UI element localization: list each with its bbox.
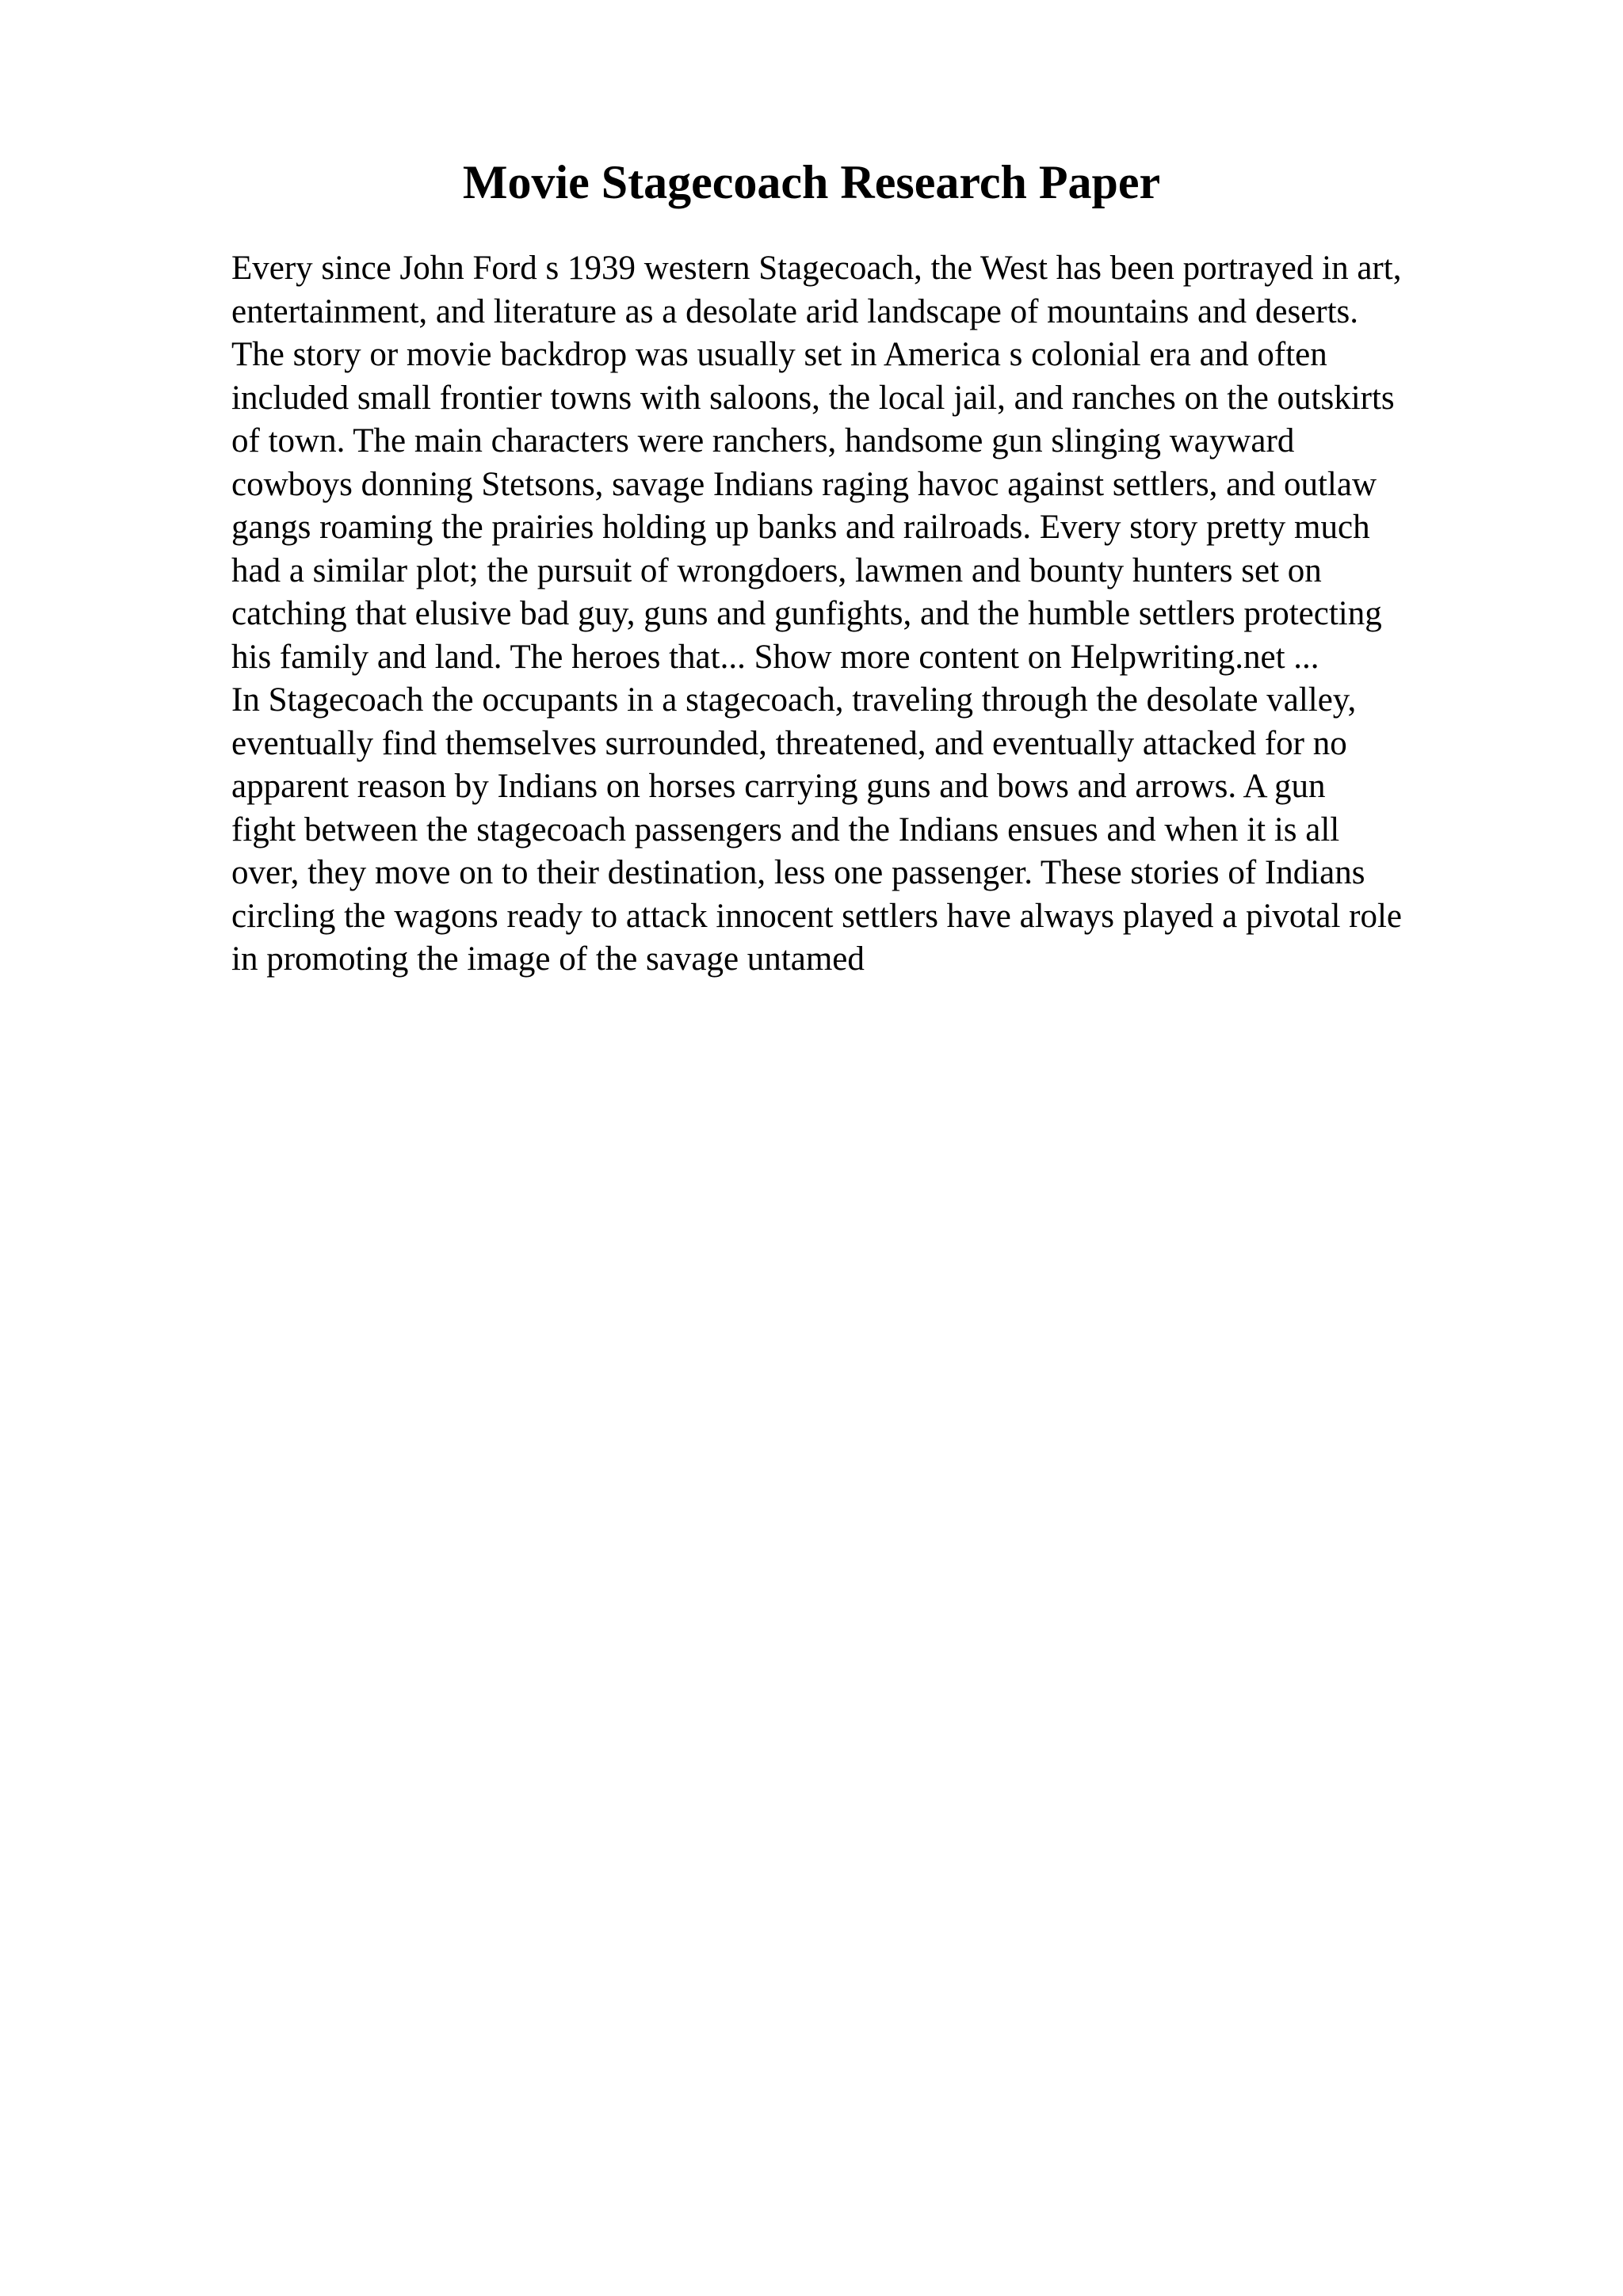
text-line: catching that elusive bad guy, guns and gunfights, and the humble settlers protecting (231, 595, 1382, 632)
text-line: in promoting the image of the savage untamed (231, 940, 865, 978)
text-line: cowboys donning Stetsons, savage Indians raging havoc against settlers, and outlaw (231, 465, 1377, 503)
text-line: In Stagecoach the occupants in a stagecoach, traveling through the desolate valley, (231, 681, 1357, 719)
text-line: fight between the stagecoach passengers and the Indians ensues and when it is all (231, 810, 1340, 849)
text-line: circling the wagons ready to attack innocent settlers have always played a pivotal role (231, 897, 1402, 935)
text-line: Every since John Ford s 1939 western Stagecoach, the West has been portrayed in art, (231, 250, 1402, 287)
text-line: over, they move on to their destination, less one passenger. These stories of Indians (231, 854, 1365, 891)
text-line: eventually find themselves surrounded, threatened, and eventually attacked for no (231, 724, 1347, 762)
text-line: included small frontier towns with saloons, the local jail, and ranches on the outskirts (231, 379, 1395, 417)
document-body (231, 247, 1531, 982)
document-title: Movie Stagecoach Research Paper (462, 156, 1161, 208)
text-line: The story or movie backdrop was usually set in America s colonial era and often (231, 336, 1327, 373)
text-line: his family and land. The heroes that... Show more content on Helpwriting.net ... (231, 638, 1319, 676)
text-line: entertainment, and literature as a desolate arid landscape of mountains and deserts. (231, 292, 1359, 330)
text-line: of town. The main characters were ranchers, handsome gun slinging wayward (231, 422, 1295, 460)
text-line: apparent reason by Indians on horses carrying guns and bows and arrows. A gun (231, 768, 1326, 805)
text-line: gangs roaming the prairies holding up banks and railroads. Every story pretty much (231, 509, 1370, 546)
text-line: had a similar plot; the pursuit of wrongdoers, lawmen and bounty hunters set on (231, 551, 1322, 589)
